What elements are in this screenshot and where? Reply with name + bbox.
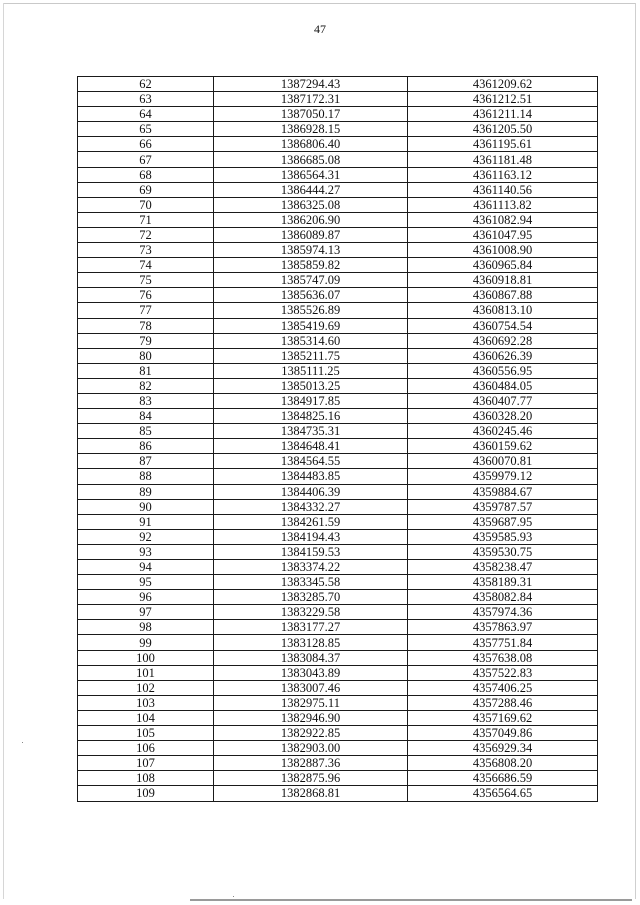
point-number-cell: 99 — [78, 635, 214, 650]
y-coordinate-cell: 4360484.05 — [408, 378, 598, 393]
x-coordinate-cell: 1383084.37 — [214, 650, 408, 665]
x-coordinate-cell: 1385636.07 — [214, 288, 408, 303]
point-number-cell: 95 — [78, 575, 214, 590]
y-coordinate-cell: 4361082.94 — [408, 212, 598, 227]
y-coordinate-cell: 4357863.97 — [408, 620, 598, 635]
x-coordinate-cell: 1385314.60 — [214, 333, 408, 348]
x-coordinate-cell: 1385747.09 — [214, 273, 408, 288]
table-row — [78, 605, 598, 620]
table-row — [78, 454, 598, 469]
y-coordinate-cell: 4361008.90 — [408, 243, 598, 258]
table-row — [78, 363, 598, 378]
x-coordinate-cell: 1386089.87 — [214, 227, 408, 242]
y-coordinate-cell: 4360245.46 — [408, 424, 598, 439]
x-coordinate-cell: 1385111.25 — [214, 363, 408, 378]
point-number-cell: 72 — [78, 227, 214, 242]
y-coordinate-cell: 4360965.84 — [408, 258, 598, 273]
point-number-cell: 102 — [78, 680, 214, 695]
x-coordinate-cell: 1386325.08 — [214, 197, 408, 212]
table-row — [78, 741, 598, 756]
table-row — [78, 514, 598, 529]
y-coordinate-cell: 4360159.62 — [408, 439, 598, 454]
y-coordinate-cell: 4361212.51 — [408, 92, 598, 107]
table-row — [78, 529, 598, 544]
x-coordinate-cell: 1382875.96 — [214, 771, 408, 786]
y-coordinate-cell: 4359585.93 — [408, 529, 598, 544]
y-coordinate-cell: 4361113.82 — [408, 197, 598, 212]
y-coordinate-cell: 4360407.77 — [408, 393, 598, 408]
x-coordinate-cell: 1384825.16 — [214, 409, 408, 424]
y-coordinate-cell: 4358189.31 — [408, 575, 598, 590]
table-row — [78, 197, 598, 212]
x-coordinate-cell: 1382903.00 — [214, 741, 408, 756]
x-coordinate-cell: 1385419.69 — [214, 318, 408, 333]
y-coordinate-cell: 4358082.84 — [408, 590, 598, 605]
y-coordinate-cell: 4360692.28 — [408, 333, 598, 348]
point-number-cell: 79 — [78, 333, 214, 348]
y-coordinate-cell: 4359884.67 — [408, 484, 598, 499]
point-number-cell: 77 — [78, 303, 214, 318]
point-number-cell: 96 — [78, 590, 214, 605]
x-coordinate-cell: 1383229.58 — [214, 605, 408, 620]
y-coordinate-cell: 4357974.36 — [408, 605, 598, 620]
table-row — [78, 575, 598, 590]
table-row — [78, 620, 598, 635]
y-coordinate-cell: 4361209.62 — [408, 77, 598, 92]
x-coordinate-cell: 1386444.27 — [214, 182, 408, 197]
y-coordinate-cell: 4361195.61 — [408, 137, 598, 152]
y-coordinate-cell: 4361211.14 — [408, 107, 598, 122]
y-coordinate-cell: 4361163.12 — [408, 167, 598, 182]
x-coordinate-cell: 1384194.43 — [214, 529, 408, 544]
point-number-cell: 81 — [78, 363, 214, 378]
table-row — [78, 665, 598, 680]
x-coordinate-cell: 1387294.43 — [214, 77, 408, 92]
y-coordinate-cell: 4358238.47 — [408, 560, 598, 575]
table-row — [78, 378, 598, 393]
y-coordinate-cell: 4360626.39 — [408, 348, 598, 363]
table-row — [78, 680, 598, 695]
point-number-cell: 80 — [78, 348, 214, 363]
table-row — [78, 771, 598, 786]
table-row — [78, 303, 598, 318]
y-coordinate-cell: 4360918.81 — [408, 273, 598, 288]
point-number-cell: 93 — [78, 544, 214, 559]
point-number-cell: 67 — [78, 152, 214, 167]
table-row — [78, 182, 598, 197]
x-coordinate-cell: 1384332.27 — [214, 499, 408, 514]
table-row — [78, 212, 598, 227]
x-coordinate-cell: 1384261.59 — [214, 514, 408, 529]
table-row — [78, 137, 598, 152]
y-coordinate-cell: 4360556.95 — [408, 363, 598, 378]
x-coordinate-cell: 1385526.89 — [214, 303, 408, 318]
table-row — [78, 348, 598, 363]
x-coordinate-cell: 1384917.85 — [214, 393, 408, 408]
coordinates-table-body — [78, 77, 598, 802]
y-coordinate-cell: 4360328.20 — [408, 409, 598, 424]
point-number-cell: 70 — [78, 197, 214, 212]
point-number-cell: 74 — [78, 258, 214, 273]
x-coordinate-cell: 1387172.31 — [214, 92, 408, 107]
x-coordinate-cell: 1382922.85 — [214, 726, 408, 741]
y-coordinate-cell: 4356808.20 — [408, 756, 598, 771]
y-coordinate-cell: 4360070.81 — [408, 454, 598, 469]
table-row — [78, 786, 598, 801]
y-coordinate-cell: 4357406.25 — [408, 680, 598, 695]
x-coordinate-cell: 1383345.58 — [214, 575, 408, 590]
table-row — [78, 499, 598, 514]
point-number-cell: 76 — [78, 288, 214, 303]
table-row — [78, 258, 598, 273]
point-number-cell: 103 — [78, 695, 214, 710]
table-row — [78, 439, 598, 454]
point-number-cell: 86 — [78, 439, 214, 454]
x-coordinate-cell: 1382887.36 — [214, 756, 408, 771]
point-number-cell: 100 — [78, 650, 214, 665]
point-number-cell: 75 — [78, 273, 214, 288]
point-number-cell: 78 — [78, 318, 214, 333]
point-number-cell: 107 — [78, 756, 214, 771]
point-number-cell: 104 — [78, 710, 214, 725]
point-number-cell: 105 — [78, 726, 214, 741]
x-coordinate-cell: 1383128.85 — [214, 635, 408, 650]
x-coordinate-cell: 1383043.89 — [214, 665, 408, 680]
x-coordinate-cell: 1385211.75 — [214, 348, 408, 363]
y-coordinate-cell: 4359687.95 — [408, 514, 598, 529]
table-row — [78, 695, 598, 710]
point-number-cell: 84 — [78, 409, 214, 424]
x-coordinate-cell: 1383285.70 — [214, 590, 408, 605]
table-row — [78, 152, 598, 167]
table-row — [78, 544, 598, 559]
table-row — [78, 409, 598, 424]
y-coordinate-cell: 4360867.88 — [408, 288, 598, 303]
y-coordinate-cell: 4360813.10 — [408, 303, 598, 318]
x-coordinate-cell: 1382946.90 — [214, 710, 408, 725]
table-row — [78, 650, 598, 665]
point-number-cell: 87 — [78, 454, 214, 469]
table-row — [78, 424, 598, 439]
table-row — [78, 484, 598, 499]
table-row — [78, 107, 598, 122]
table-row — [78, 318, 598, 333]
y-coordinate-cell: 4357288.46 — [408, 695, 598, 710]
table-row — [78, 243, 598, 258]
table-row — [78, 726, 598, 741]
table-row — [78, 393, 598, 408]
y-coordinate-cell: 4360754.54 — [408, 318, 598, 333]
y-coordinate-cell: 4357049.86 — [408, 726, 598, 741]
point-number-cell: 71 — [78, 212, 214, 227]
point-number-cell: 98 — [78, 620, 214, 635]
table-row — [78, 469, 598, 484]
page-number: 47 — [314, 22, 326, 36]
x-coordinate-cell: 1386806.40 — [214, 137, 408, 152]
point-number-cell: 97 — [78, 605, 214, 620]
scan-edge-bottom — [190, 899, 632, 901]
table-row — [78, 710, 598, 725]
x-coordinate-cell: 1385859.82 — [214, 258, 408, 273]
point-number-cell: 108 — [78, 771, 214, 786]
point-number-cell: 89 — [78, 484, 214, 499]
y-coordinate-cell: 4359979.12 — [408, 469, 598, 484]
y-coordinate-cell: 4356929.34 — [408, 741, 598, 756]
x-coordinate-cell: 1384483.85 — [214, 469, 408, 484]
point-number-cell: 92 — [78, 529, 214, 544]
table-row — [78, 273, 598, 288]
x-coordinate-cell: 1384159.53 — [214, 544, 408, 559]
point-number-cell: 90 — [78, 499, 214, 514]
y-coordinate-cell: 4361181.48 — [408, 152, 598, 167]
point-number-cell: 62 — [78, 77, 214, 92]
y-coordinate-cell: 4359530.75 — [408, 544, 598, 559]
y-coordinate-cell: 4361140.56 — [408, 182, 598, 197]
y-coordinate-cell: 4357522.83 — [408, 665, 598, 680]
point-number-cell: 73 — [78, 243, 214, 258]
scan-edge-top — [4, 3, 636, 4]
table-row — [78, 333, 598, 348]
point-number-cell: 82 — [78, 378, 214, 393]
table-row — [78, 92, 598, 107]
point-number-cell: 109 — [78, 786, 214, 801]
x-coordinate-cell: 1384406.39 — [214, 484, 408, 499]
x-coordinate-cell: 1384648.41 — [214, 439, 408, 454]
x-coordinate-cell: 1385974.13 — [214, 243, 408, 258]
point-number-cell: 88 — [78, 469, 214, 484]
x-coordinate-cell: 1385013.25 — [214, 378, 408, 393]
point-number-cell: 106 — [78, 741, 214, 756]
table-row — [78, 77, 598, 92]
point-number-cell: 91 — [78, 514, 214, 529]
y-coordinate-cell: 4356686.59 — [408, 771, 598, 786]
y-coordinate-cell: 4361205.50 — [408, 122, 598, 137]
point-number-cell: 65 — [78, 122, 214, 137]
x-coordinate-cell: 1382868.81 — [214, 786, 408, 801]
coordinates-table — [77, 76, 598, 802]
table-row — [78, 635, 598, 650]
y-coordinate-cell: 4356564.65 — [408, 786, 598, 801]
table-row — [78, 756, 598, 771]
point-number-cell: 69 — [78, 182, 214, 197]
table-row — [78, 167, 598, 182]
point-number-cell: 94 — [78, 560, 214, 575]
table-row — [78, 227, 598, 242]
point-number-cell: 85 — [78, 424, 214, 439]
x-coordinate-cell: 1383177.27 — [214, 620, 408, 635]
x-coordinate-cell: 1386685.08 — [214, 152, 408, 167]
table-row — [78, 560, 598, 575]
scan-speck — [22, 742, 23, 743]
point-number-cell: 83 — [78, 393, 214, 408]
x-coordinate-cell: 1384735.31 — [214, 424, 408, 439]
x-coordinate-cell: 1383007.46 — [214, 680, 408, 695]
y-coordinate-cell: 4359787.57 — [408, 499, 598, 514]
y-coordinate-cell: 4357638.08 — [408, 650, 598, 665]
y-coordinate-cell: 4361047.95 — [408, 227, 598, 242]
x-coordinate-cell: 1382975.11 — [214, 695, 408, 710]
scan-edge-right — [635, 3, 636, 899]
x-coordinate-cell: 1386564.31 — [214, 167, 408, 182]
x-coordinate-cell: 1383374.22 — [214, 560, 408, 575]
y-coordinate-cell: 4357751.84 — [408, 635, 598, 650]
x-coordinate-cell: 1387050.17 — [214, 107, 408, 122]
scan-edge-left — [3, 3, 4, 899]
x-coordinate-cell: 1386206.90 — [214, 212, 408, 227]
point-number-cell: 64 — [78, 107, 214, 122]
scan-speck — [233, 896, 234, 897]
table-row — [78, 288, 598, 303]
point-number-cell: 101 — [78, 665, 214, 680]
x-coordinate-cell: 1384564.55 — [214, 454, 408, 469]
y-coordinate-cell: 4357169.62 — [408, 710, 598, 725]
point-number-cell: 66 — [78, 137, 214, 152]
table-row — [78, 590, 598, 605]
point-number-cell: 68 — [78, 167, 214, 182]
x-coordinate-cell: 1386928.15 — [214, 122, 408, 137]
point-number-cell: 63 — [78, 92, 214, 107]
table-row — [78, 122, 598, 137]
